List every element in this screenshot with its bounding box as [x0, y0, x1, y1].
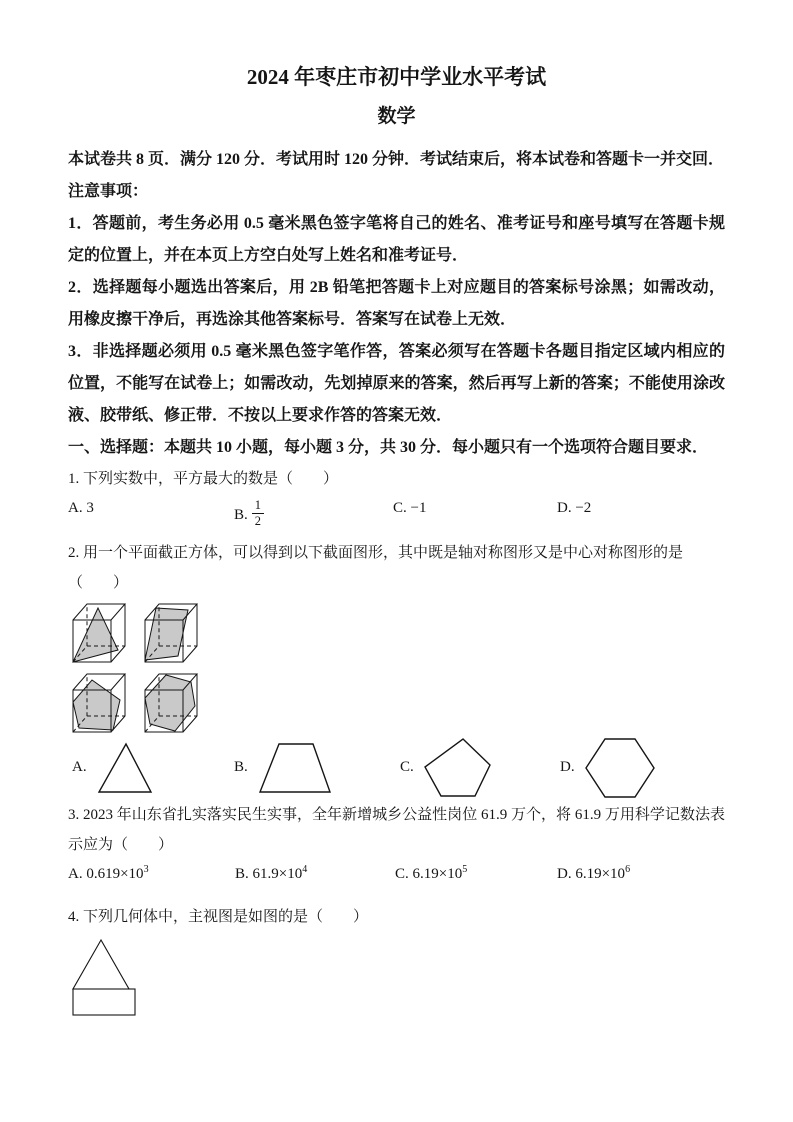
option-value: $0.619\times 10^3$	[86, 863, 149, 882]
fraction-denominator: 2	[254, 513, 262, 528]
front-view-triangle	[73, 940, 129, 989]
exam-info-line: 本试卷共 8 页．满分 120 分．考试用时 120 分钟．考试结束后，将本试卷和答题卡一并交回．	[68, 150, 725, 168]
triangle-shape	[96, 741, 154, 795]
question-2-stem: 2. 用一个平面截正方体，可以得到以下截面图形，其中既是轴对称图形又是中心对称图形的是（ ）	[68, 544, 684, 591]
pentagon-shape	[423, 737, 493, 799]
option-value: −1	[410, 499, 427, 516]
exponent: 5	[462, 863, 468, 875]
exponent: 3	[143, 863, 149, 875]
option-label: A.	[68, 865, 83, 882]
question-1-stem: 1. 下列实数中，平方最大的数是（ ）	[68, 470, 339, 487]
q3-option-a	[68, 863, 149, 883]
q1-option-b	[234, 497, 264, 531]
q1-option-a	[68, 500, 94, 517]
page-subtitle: 数学	[377, 106, 416, 128]
option-label: D.	[560, 759, 575, 776]
option-label: B.	[234, 759, 248, 776]
cube-triangle-section-figure	[70, 600, 128, 666]
question-1-options	[68, 494, 725, 538]
option-value: −2	[575, 499, 592, 516]
q3-option-d	[557, 863, 631, 883]
hexagon-cross-section	[145, 675, 195, 731]
option-label: C.	[393, 499, 407, 516]
option-value: $6.19\times 10^5$	[412, 863, 468, 882]
option-label: A.	[68, 499, 83, 516]
q3-option-b	[235, 863, 308, 883]
cube-pentagon-section-figure	[70, 670, 128, 736]
front-view-rectangle	[73, 989, 135, 1015]
q1-option-d	[557, 500, 591, 517]
question-2-options	[68, 736, 725, 800]
option-value: 3	[86, 499, 94, 516]
fraction-numerator: 1	[252, 498, 264, 514]
hexagon-shape	[584, 737, 656, 799]
question-4-figure	[68, 936, 725, 1023]
trapezoid-cross-section	[145, 608, 188, 660]
option-label: C.	[400, 759, 414, 776]
question-3-stem: 3. 2023 年山东省扎实落实民生实事，全年新增城乡公益性岗位 61.9 万个，将 61.9 万用科学记数法表示应为（ ）	[68, 806, 725, 853]
option-label: D.	[557, 499, 572, 516]
exponent: 4	[302, 863, 308, 875]
fraction-one-half	[252, 498, 264, 529]
exponent: 6	[625, 863, 631, 875]
q1-option-c	[393, 500, 426, 517]
q2-option-d	[560, 736, 656, 800]
page-title: 2024 年枣庄市初中学业水平考试	[246, 65, 547, 89]
cube-trapezoid-section-figure	[142, 600, 200, 666]
trapezoid-shape	[257, 741, 333, 795]
question-2-cube-figures	[68, 600, 725, 736]
note-3: 3．非选择题必须用 0.5 毫米黑色签字笔作答，答案必须写在答题卡各题目指定区域内相应的位置，不能写在试卷上；如需改动，先划掉原来的答案，然后再写上新的答案；不能使用涂改液、胶带纸、修正带．不按以上要求作答的答案无效．	[68, 342, 725, 424]
note-1: 1．答题前，考生务必用 0.5 毫米黑色签字笔将自己的姓名、准考证号和座号填写在答题卡规定的位置上，并在本页上方空白处写上姓名和准考证号．	[68, 214, 725, 264]
option-label: C.	[395, 865, 409, 882]
q2-option-a	[72, 736, 154, 800]
option-label: D.	[557, 865, 572, 882]
q2-option-c	[400, 736, 493, 800]
q3-option-c	[395, 863, 468, 883]
question-3-options	[68, 860, 725, 902]
question-4-stem: 4. 下列几何体中，主视图是如图的是（ ）	[68, 908, 369, 925]
option-label: B.	[234, 506, 248, 523]
option-label: B.	[235, 865, 249, 882]
notes-label: 注意事项：	[68, 182, 149, 200]
note-2: 2．选择题每小题选出答案后，用 2B 铅笔把答题卡上对应题目的答案标号涂黑；如需改动，用橡皮擦干净后，再选涂其他答案标号．答案写在试卷上无效．	[68, 278, 725, 328]
triangle-above-rectangle-figure	[68, 936, 140, 1018]
q2-option-b	[234, 736, 333, 800]
option-value: $6.19\times 10^6$	[575, 863, 631, 882]
section-1-header: 一、选择题：本题共 10 小题，每小题 3 分，共 30 分．每小题只有一个选项符合题目要求．	[68, 438, 709, 456]
option-label: A.	[72, 759, 87, 776]
option-value: $61.9\times 10^4$	[252, 863, 308, 882]
cube-hexagon-section-figure	[142, 670, 200, 736]
